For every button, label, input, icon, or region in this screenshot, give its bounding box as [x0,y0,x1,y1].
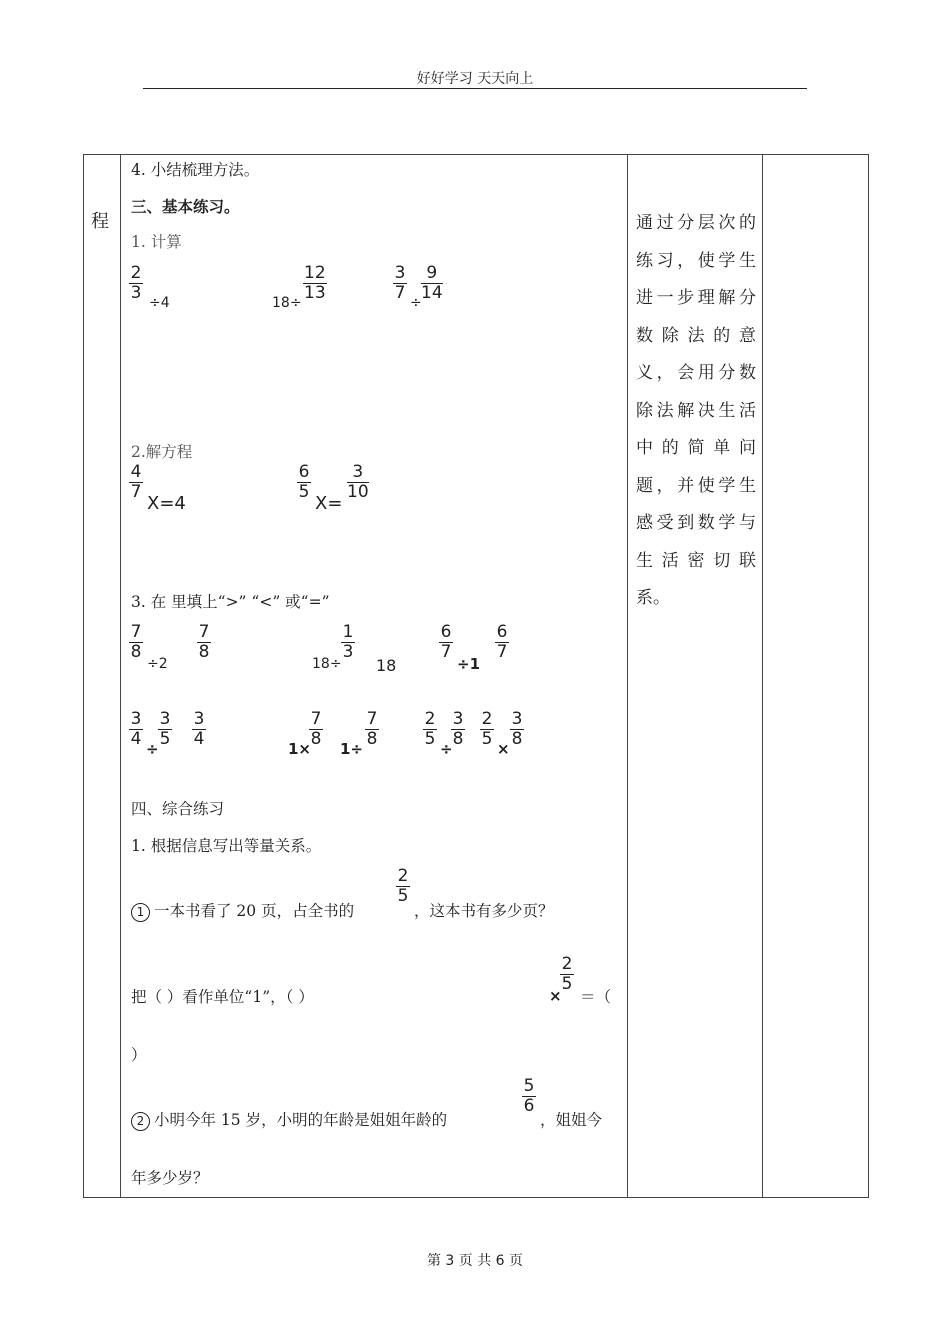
compare-heading: 3. 在 里填上“>” “<” 或“=” [131,593,330,611]
fraction: 2 5 [561,954,573,994]
fraction: 7 8 [310,709,322,749]
fill-in-close: ） [131,1046,147,1064]
note-line: 题，并使学生 [636,475,756,496]
calc-heading: 1. 计算 [131,233,182,251]
fraction: 3 10 [347,462,369,502]
note-line: 进一步理解分 [636,288,756,308]
operator: ÷2 [147,656,168,672]
operator: 18÷ [272,295,302,311]
operator: ÷ [440,740,453,758]
note-line: 通过分层次的 [636,213,756,233]
column-divider [627,155,628,1197]
problem-2-tail: ，姐姐今 [540,1111,603,1129]
column-divider [120,155,121,1197]
fraction: 3 8 [452,709,464,749]
fraction: 2 3 [130,263,142,303]
fraction: 2 5 [481,709,493,749]
note-line: 系。 [636,588,670,608]
problem-2: 2 小明今年 15 岁，小明的年龄是姐姐年龄的 [131,1108,447,1131]
summary-line: 4. 小结梳理方法。 [131,161,260,179]
operator: ÷ [410,295,422,311]
note-line: 义，会用分数 [636,363,756,383]
fraction: 2 5 [397,866,409,906]
note-line: 生活密切联 [636,550,756,571]
fraction: 9 14 [421,263,443,303]
fraction: 3 5 [159,709,171,749]
note-line: 中的简单问 [636,438,756,458]
equation-heading: 2.解方程 [131,443,193,461]
note-line: 练习，使学生 [636,250,756,271]
circled-number: 1 [131,903,150,922]
fraction: 3 4 [130,709,142,749]
operator: ÷ [146,740,159,758]
operator: × [549,987,562,1005]
fraction: 3 8 [511,709,523,749]
fraction: 6 5 [298,462,310,502]
relation-heading: 1. 根据信息写出等量关系。 [131,837,322,855]
problem-1-tail: ，这本书有多少页？ [414,902,554,920]
header-rule [143,88,807,89]
process-label: 程 [91,211,109,232]
problem-1: 1 一本书看了 20 页，占全书的 [131,899,354,922]
equation-rest: X= [315,493,343,514]
page-header: 好好学习 天天向上 [416,71,534,87]
problem-2-cont: 年多少岁？ [131,1169,209,1187]
fraction: 6 7 [440,622,452,662]
fraction: 3 4 [193,709,205,749]
fraction: 2 5 [424,709,436,749]
operator: 1× [288,740,312,758]
design-intent-note [636,205,756,618]
compare-value: 18 [376,656,397,675]
fill-in-equals: ＝（ [580,988,612,1006]
fraction: 6 7 [496,622,508,662]
section-basic-practice: 三、基本练习。 [131,197,240,216]
note-line: 数除法的意 [636,325,756,346]
operator: 1÷ [340,740,364,758]
operator: ÷4 [149,295,170,311]
note-line: 感受到数学与 [636,513,756,533]
fraction: 5 6 [523,1076,535,1116]
circled-number: 2 [131,1112,150,1131]
operator: ÷1 [457,655,481,673]
fraction: 7 8 [366,709,378,749]
operator: 18÷ [312,656,342,672]
page-footer: 第 3 页 共 6 页 [426,1253,524,1269]
section-comprehensive: 四、综合练习 [131,800,225,818]
note-line: 除法解决生活 [636,400,756,421]
fraction: 7 8 [130,622,142,662]
fraction: 7 8 [198,622,210,662]
fraction: 4 7 [130,462,142,502]
operator: × [497,740,510,758]
fraction: 3 7 [394,263,406,303]
column-divider [762,155,763,1197]
equation-rest: X=4 [147,493,186,514]
fill-in-line: 把（ ）看作单位“1”，（ ） [131,988,314,1006]
fraction: 1 3 [342,622,354,662]
fraction: 12 13 [304,263,326,303]
